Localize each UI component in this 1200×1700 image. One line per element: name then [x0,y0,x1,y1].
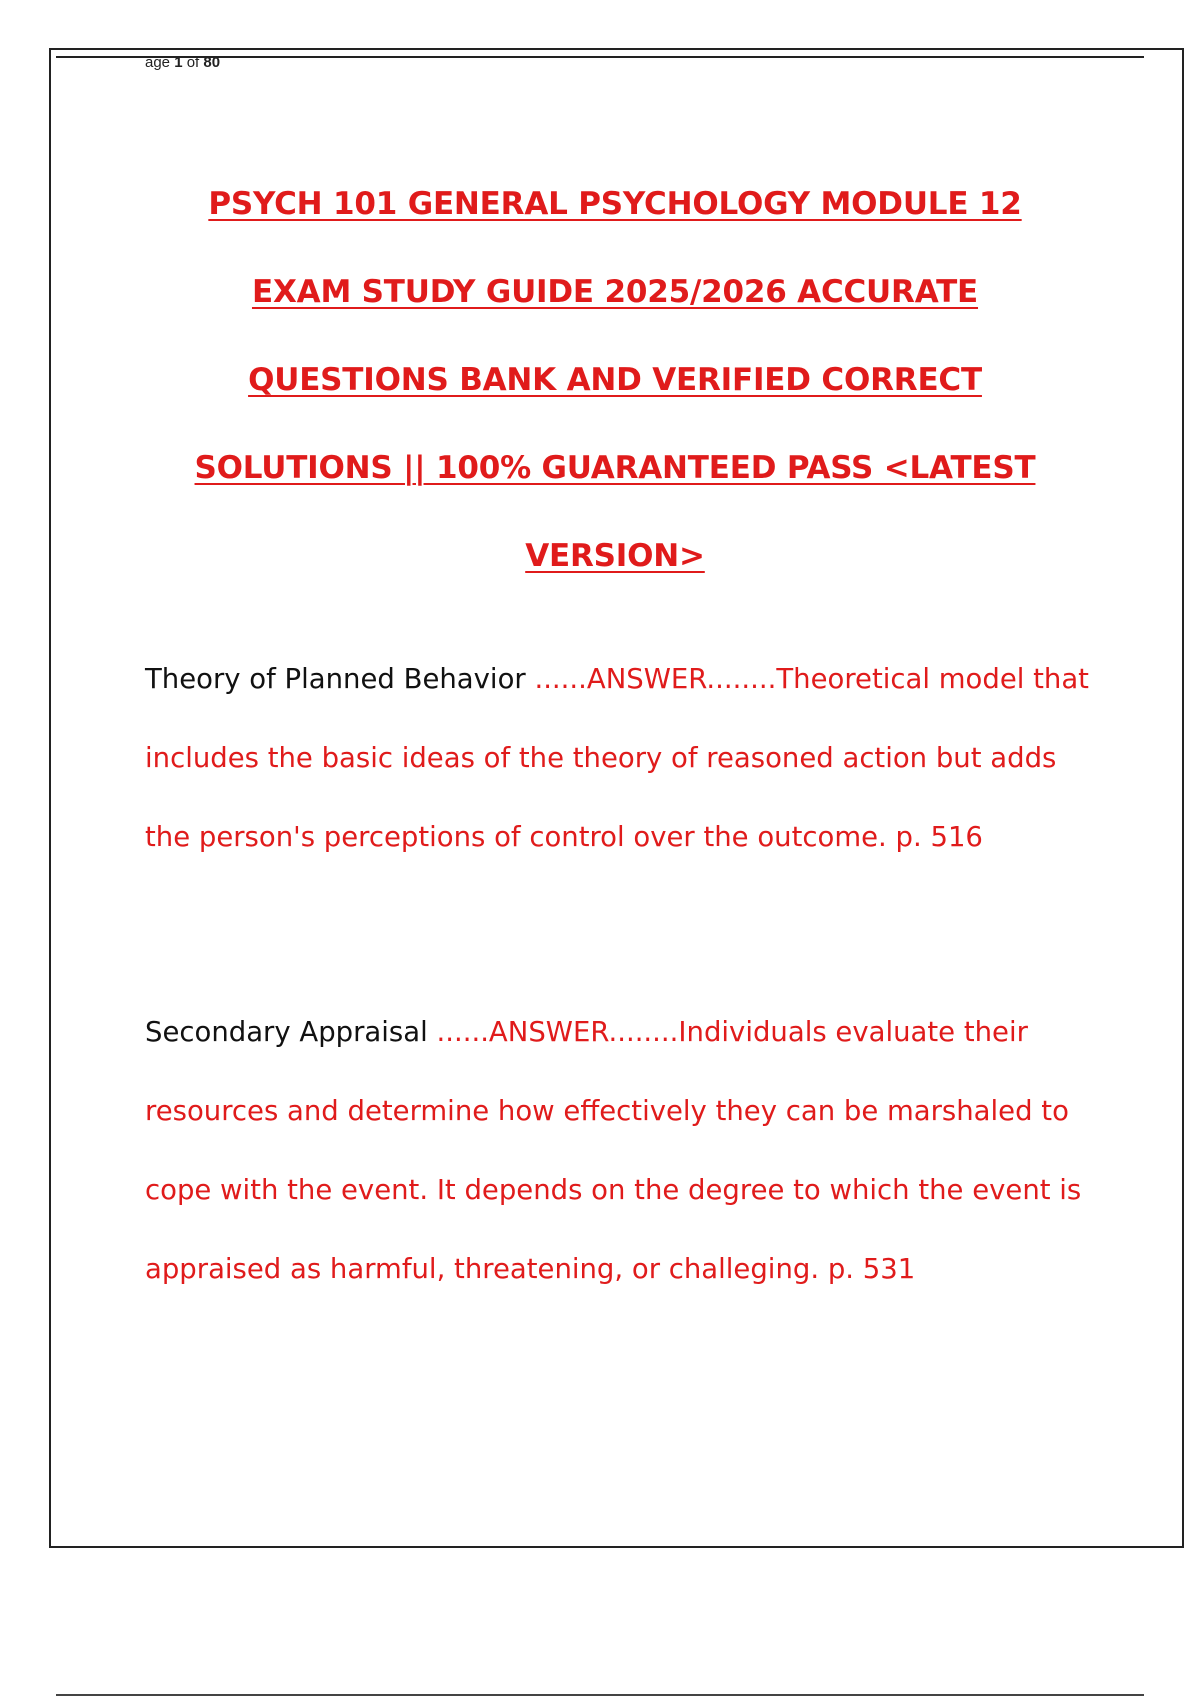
page-prefix: age [145,54,171,71]
page-current: 1 [174,54,183,71]
title-line-4: SOLUTIONS || 100% GUARANTEED PASS <LATEST [194,450,1036,486]
document-title [100,160,1130,600]
answer-separator: ......ANSWER........ [436,1016,679,1048]
bottom-rule [56,1694,1144,1696]
entry-term: Secondary Appraisal [145,1016,428,1048]
entry-answer: Theoretical model that includes the basic ideas of the theory of reasoned action but adds the person's perceptions of control over the outcome. p. 516 [145,663,1089,853]
title-line-2: EXAM STUDY GUIDE 2025/2026 ACCURATE [251,274,979,310]
title-line-1: PSYCH 101 GENERAL PSYCHOLOGY MODULE 12 [208,186,1022,222]
qa-entry [145,640,1095,877]
page-of: of [186,54,200,71]
qa-entry [145,993,1095,1309]
entry-answer: Individuals evaluate their resources and determine how effectively they can be marshaled to cope with the event. It depends on the degree to which the event is appraised as harmful, threatening, or challeging. p. 531 [145,1016,1082,1285]
title-line-3: QUESTIONS BANK AND VERIFIED CORRECT [248,362,982,398]
page-indicator [145,54,220,72]
entry-term: Theory of Planned Behavior [145,663,526,695]
answer-separator: ......ANSWER........ [534,663,777,695]
title-line-5: VERSION> [525,538,705,574]
page-total: 80 [203,54,221,71]
